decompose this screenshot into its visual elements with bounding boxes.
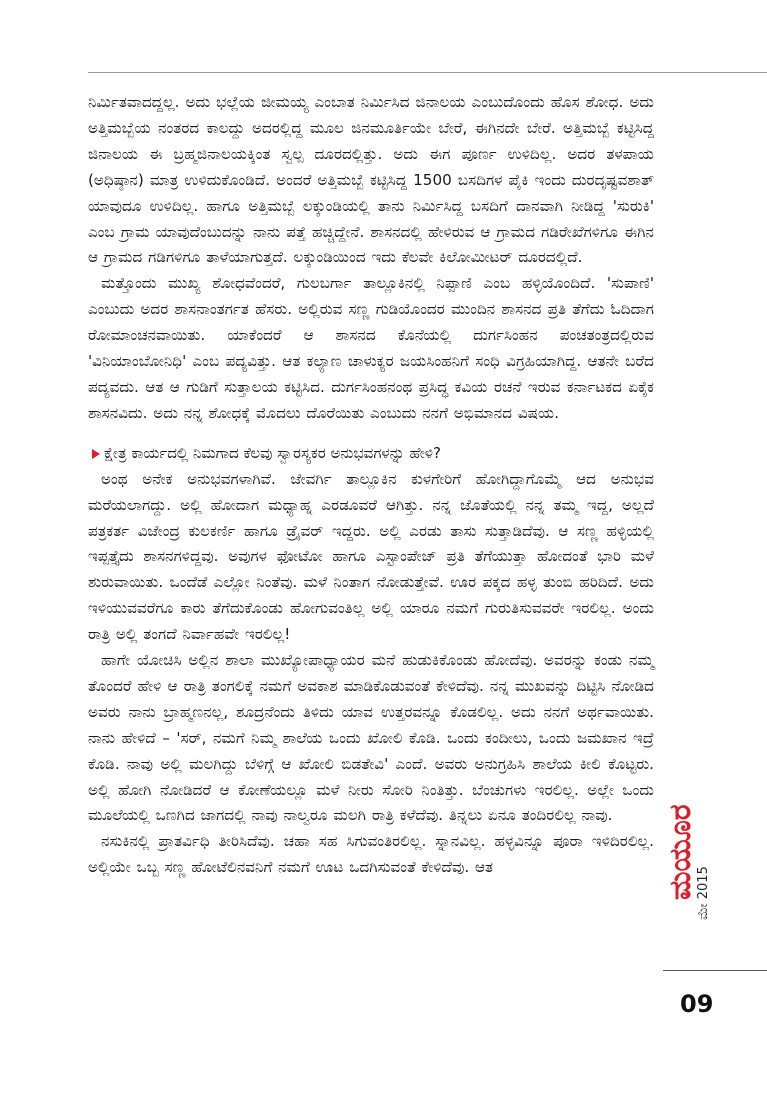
magazine-side-strip bbox=[663, 804, 711, 964]
article-paragraph-2: ಮತ್ತೊಂದು ಮುಖ್ಯ ಶೋಧವೆಂದರೆ, ಗುಲಬರ್ಗಾ ತಾಲ್ಲೂಕಿನಲ್ಲಿ ನಿಪ್ಪಾಣಿ ಎಂಬ ಹಳ್ಳಿಯೊಂದಿದೆ. 'ಸುಪಾಣಿ' ಎಂಬುದು ಅದರ ಶಾಸನಾಂತರ್ಗತ ಹೆಸರು. ಅಲ್ಲಿರುವ ಸಣ್ಣ ಗುಡಿಯೊಂದರ ಮುಂದಿನ ಶಾಸನದ ಪ್ರತಿ ತೆಗೆದು ಓದಿದಾಗ ರೋಮಾಂಚನವಾಯಿತು. ಯಾಕೆಂದರೆ ಆ ಶಾಸನದ ಕೊನೆಯಲ್ಲಿ ದುರ್ಗಸಿಂಹನ ಪಂಚತಂತ್ರದಲ್ಲಿರುವ 'ವಿನಿಯಾಂಬೋನಿಧಿ' ಎಂಬ ಪದ್ಯವಿತ್ತು. ಆತ ಕಲ್ಯಾಣ ಚಾಳುಕ್ಯರ ಜಯಸಿಂಹನಿಗೆ ಸಂಧಿ ವಿಗ್ರಹಿಯಾಗಿದ್ದ. ಆತನೇ ಬರೆದ ಪದ್ಯವದು. ಆತ ಆ ಗುಡಿಗೆ ಸುತ್ತಾಲಯ ಕಟ್ಟಿಸಿದ. ದುರ್ಗಸಿಂಹನಂಥ ಪ್ರಸಿದ್ಧ ಕವಿಯ ರಚನೆ ಇರುವ ಕರ್ನಾಟಕದ ಏಕೈಕ ಶಾಸನವಿದು. ಅದು ನನ್ನ ಶೋಧಕ್ಕೆ ಮೊದಲು ದೊರೆಯಿತು ಎಂಬುದು ನನಗೆ ಅಭಿಮಾನದ ವಿಷಯ. bbox=[88, 274, 654, 422]
header-rule bbox=[88, 72, 767, 73]
interview-question-text: ಕ್ಷೇತ್ರ ಕಾರ್ಯದಲ್ಲಿ ನಿಮಗಾದ ಕೆಲವು ಸ್ವಾರಸ್ಯಕರ ಅನುಭವಗಳನ್ನು ಹೇಳಿ? bbox=[104, 443, 441, 462]
answer-paragraph-1: ಅಂಥ ಅನೇಕ ಅನುಭವಗಳಾಗಿವೆ. ಜೇವರ್ಗಿ ತಾಲ್ಲೂಕಿನ ಕುಳಗೇರಿಗೆ ಹೋಗಿದ್ದಾಗೊಮ್ಮೆ ಆದ ಅನುಭವ ಮರೆಯಲಾಗದ್ದು. ಅಲ್ಲಿ ಹೋದಾಗ ಮಧ್ಯಾಹ್ನ ಎರಡೂವರೆ ಆಗಿತ್ತು. ನನ್ನ ಜೊತೆಯಲ್ಲಿ ನನ್ನ ತಮ್ಮ ಇದ್ದ, ಅಲ್ಲದೆ ಪತ್ರಕರ್ತ ವಿಜೇಂದ್ರ ಕುಲಕರ್ಣಿ ಹಾಗೂ ಡ್ರೈವರ್ ಇದ್ದರು. ಅಲ್ಲಿ ಎರಡು ತಾಸು ಸುತ್ತಾಡಿದೆವು. ಆ ಸಣ್ಣ ಹಳ್ಳಿಯಲ್ಲಿ ಇಪ್ಪತ್ತೈದು ಶಾಸನಗಳಿದ್ದವು. ಅವುಗಳ ಫೋಟೋ ಹಾಗೂ ಎಸ್ಟಾಂಪೇಜ್ ಪ್ರತಿ ತೆಗೆಯುತ್ತಾ ಹೋದಂತೆ ಭಾರಿ ಮಳೆ ಶುರುವಾಯಿತು. ಒಂದೆಡೆ ಎಲ್ಲೋ ನಿಂತೆವು. ಮಳೆ ನಿಂತಾಗ ನೋಡುತ್ತೇವೆ. ಊರ ಪಕ್ಕದ ಹಳ್ಳ ತುಂಬಿ ಹರಿದಿದೆ. ಅದು ಇಳಿಯುವವರೆಗೂ ಕಾರು ತೆಗೆದುಕೊಂಡು ಹೋಗುವಂತಿಲ್ಲ ಅಲ್ಲಿ ಯಾರೂ ನಮಗೆ ಗುರುತಿಸುವವರೇ ಇರಲಿಲ್ಲ. ಅಂದು ರಾತ್ರಿ ಅಲ್ಲಿ ತಂಗದೆ ನಿರ್ವಾಹವೇ ಇರಲಿಲ್ಲ! bbox=[88, 469, 654, 644]
article-body bbox=[88, 90, 654, 881]
triangle-bullet-icon bbox=[92, 449, 100, 459]
page-number: 09 bbox=[680, 990, 714, 1018]
answer-paragraph-2: ಹಾಗೇ ಯೋಚಿಸಿ ಅಲ್ಲಿನ ಶಾಲಾ ಮುಖ್ಯೋಪಾಧ್ಯಾಯರ ಮನೆ ಹುಡುಕಿಕೊಂಡು ಹೋದೆವು. ಅವರನ್ನು ಕಂಡು ನಮ್ಮ ತೊಂದರೆ ಹೇಳಿ ಆ ರಾತ್ರಿ ತಂಗಲಿಕ್ಕೆ ನಮಗೆ ಅವಕಾಶ ಮಾಡಿಕೊಡುವಂತೆ ಕೇಳಿದೆವು. ನನ್ನ ಮುಖವನ್ನು ದಿಟ್ಟಿಸಿ ನೋಡಿದ ಅವರು ನಾನು ಬ್ರಾಹ್ಮಣನಲ್ಲ, ಶೂದ್ರನೆಂದು ತಿಳಿದು ಯಾವ ಉತ್ತರವನ್ನೂ ಕೊಡಲಿಲ್ಲ. ಅದು ನನಗೆ ಅರ್ಥವಾಯಿತು. ನಾನು ಹೇಳಿದೆ – 'ಸರ್, ನಮಗೆ ನಿಮ್ಮ ಶಾಲೆಯ ಒಂದು ಖೋಲಿ ಕೊಡಿ. ಒಂದು ಕಂದೀಲು, ಒಂದು ಜಮಖಾನ ಇದ್ರೆ ಕೊಡಿ. ನಾವು ಅಲ್ಲಿ ಮಲಗಿದ್ದು ಬೆಳಿಗ್ಗೆ ಆ ಖೋಲಿ ಬಿಡತೇವಿ' ಎಂದೆ. ಅವರು ಅನುಗ್ರಹಿಸಿ ಶಾಲೆಯ ಕೀಲಿ ಕೊಟ್ಟರು. ಅಲ್ಲಿ ಹೋಗಿ ನೋಡಿದರೆ ಆ ಕೋಣೆಯಲ್ಲೂ ಮಳೆ ನೀರು ಸೋರಿ ನಿಂತಿತ್ತು. ಬೆಂಚುಗಳು ಇರಲಿಲ್ಲ. ಅಲ್ಲೇ ಒಂದು ಮೂಲೆಯಲ್ಲಿ ಒಣಗಿದ ಜಾಗದಲ್ಲಿ ನಾವು ನಾಲ್ವರೂ ಮಲಗಿ ರಾತ್ರಿ ಕಳೆದೆವು. ತಿನ್ನಲು ಏನೂ ತಂದಿರಲಿಲ್ಲ ನಾವು. bbox=[88, 651, 654, 825]
answer-paragraph-3: ನಸುಕಿನಲ್ಲಿ ಪ್ರಾತರ್ವಿಧಿ ತೀರಿಸಿದೆವು. ಚಹಾ ಸಹ ಸಿಗುವಂತಿರಲಿಲ್ಲ. ಸ್ನಾನವಿಲ್ಲ. ಹಳ್ಳವಿನ್ನೂ ಪೂರಾ ಇಳಿದಿರಲಿಲ್ಲ. ಅಲ್ಲಿಯೇ ಒಬ್ಬ ಸಣ್ಣ ಹೋಟೆಲಿನವನಿಗೆ ನಮಗೆ ಊಟ ಒದಗಿಸುವಂತೆ ಕೇಳಿದೆವು. ಆತ bbox=[88, 832, 654, 877]
interview-question bbox=[88, 441, 654, 467]
magazine-title: ಮಯೂರ bbox=[663, 804, 698, 900]
footer-rule bbox=[663, 970, 767, 971]
article-paragraph-1: ನಿರ್ಮಿತವಾದದ್ದಲ್ಲ. ಅದು ಭಲ್ಲೆಯ ಜೀಮಯ್ಯ ಎಂಬಾತ ನಿರ್ಮಿಸಿದ ಜಿನಾಲಯ ಎಂಬುದೊಂದು ಹೊಸ ಶೋಧ. ಅದು ಅತ್ತಿಮಬ್ಬೆಯ ನಂತರದ ಕಾಲದ್ದು ಅದರಲ್ಲಿದ್ದ ಮೂಲ ಜಿನಮೂರ್ತಿಯೇ ಬೇರೆ, ಈಗಿನದೇ ಬೇರೆ. ಅತ್ತಿಮಬ್ಬೆ ಕಟ್ಟಿಸಿದ್ದ ಜಿನಾಲಯ ಈ ಬ್ರಹ್ಮಜಿನಾಲಯಕ್ಕಿಂತ ಸ್ವಲ್ಪ ದೂರದಲ್ಲಿತ್ತು. ಅದು ಈಗ ಪೂರ್ಣ ಉಳಿದಿಲ್ಲ. ಅದರ ತಳಪಾಯ (ಅಧಿಷ್ಠಾನ) ಮಾತ್ರ ಉಳಿದುಕೊಂಡಿದೆ. ಅಂದರೆ ಅತ್ತಿಮಬ್ಬೆ ಕಟ್ಟಿಸಿದ್ದ 1500 ಬಸದಿಗಳ ಪೈಕಿ ಇಂದು ದುರದೃಷ್ಟವಶಾತ್ ಯಾವುದೂ ಉಳಿದಿಲ್ಲ. ಹಾಗೂ ಅತ್ತಿಮಬ್ಬೆ ಲಕ್ಕುಂಡಿಯಲ್ಲಿ ತಾನು ನಿರ್ಮಿಸಿದ್ದ ಬಸದಿಗೆ ದಾನವಾಗಿ ನೀಡಿದ್ದ 'ಸುರುಕಿ' ಎಂಬ ಗ್ರಾಮ ಯಾವುದೆಂಬುದನ್ನು ನಾನು ಪತ್ತೆ ಹಚ್ಚಿದ್ದೇನೆ. ಶಾಸನದಲ್ಲಿ ಹೇಳಿರುವ ಆ ಗ್ರಾಮದ ಗಡಿರೇಖೆಗಳಿಗೂ ಈಗಿನ ಆ ಗ್ರಾಮದ ಗಡಿಗಳಿಗೂ ತಾಳೆಯಾಗುತ್ತದೆ. ಲಕ್ಕುಂಡಿಯಿಂದ ಇದು ಕೆಲವೇ ಕಿಲೋಮೀಟರ್ ದೂರದಲ್ಲಿದೆ. bbox=[88, 93, 654, 267]
issue-date: ಮೇ 2015 bbox=[696, 866, 711, 920]
